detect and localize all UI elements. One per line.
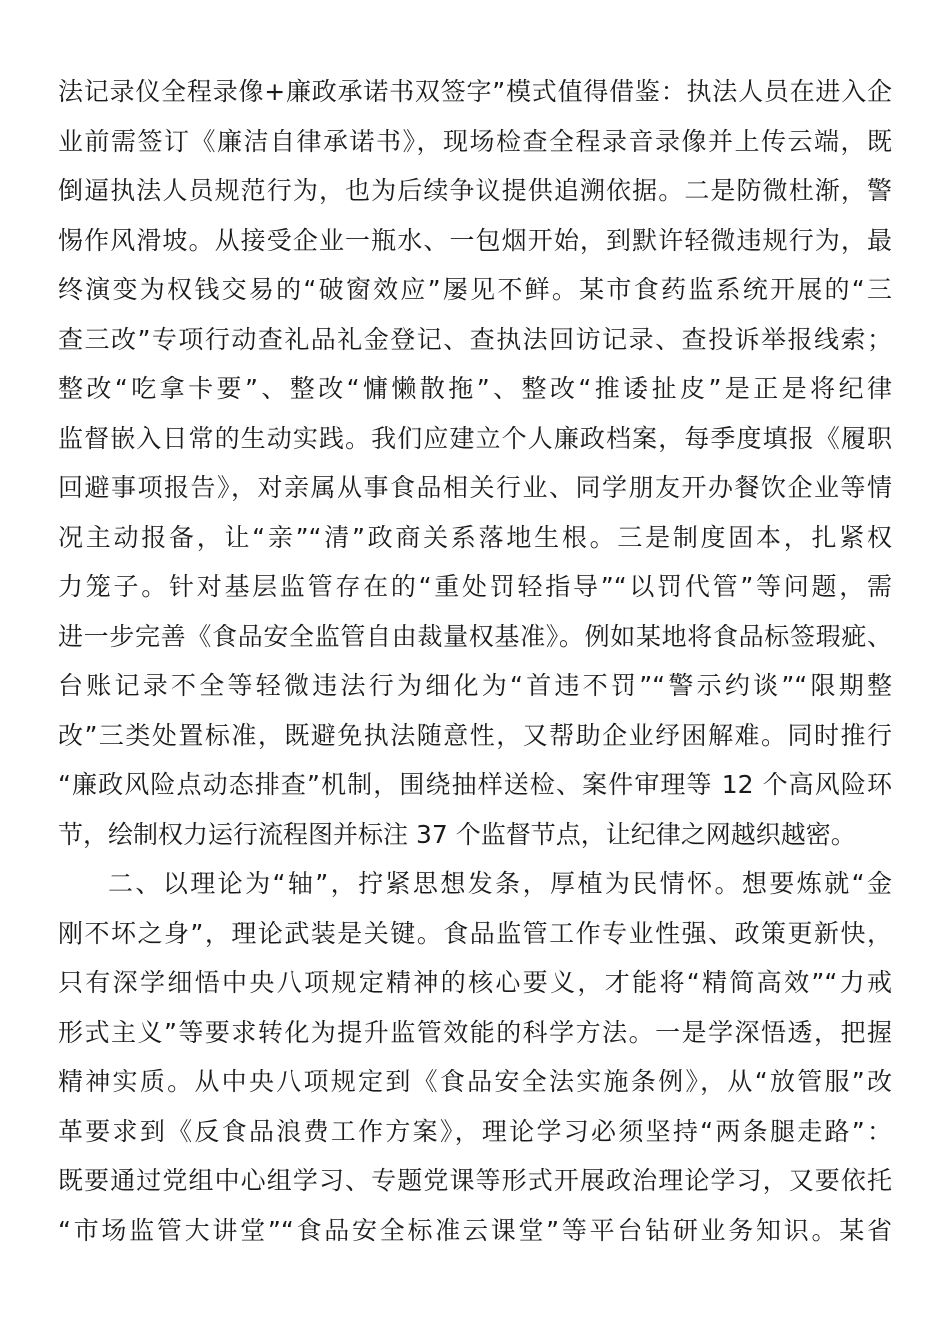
text-line: 业前需签订《廉洁自律承诺书》，现场检查全程录音录像并上传云端，既 xyxy=(58,126,892,156)
text-line: 力笼子。针对基层监管存在的“重处罚轻指导”“以罚代管”等问题，需 xyxy=(58,572,892,601)
text-line: “廉政风险点动态排查”机制，围绕抽样送检、案件审理等 12 个高风险环 xyxy=(58,770,892,799)
document-body xyxy=(58,67,892,1255)
text-line: 台账记录不全等轻微违法行为细化为“首违不罚”“警示约谈”“限期整 xyxy=(58,671,892,700)
text-line: 监督嵌入日常的生动实践。我们应建立个人廉政档案，每季度填报《履职 xyxy=(58,423,892,453)
text-line: 进一步完善《食品安全监管自由裁量权基准》。例如某地将食品标签瑕疵、 xyxy=(58,621,892,651)
text-line: 法记录仪全程录像+廉政承诺书双签字”模式值得借鉴：执法人员在进入企 xyxy=(58,77,892,106)
text-line: 整改“吃拿卡要”、整改“慵懒散拖”、整改“推诿扯皮”是正是将纪律 xyxy=(58,374,892,403)
text-line: 既要通过党组中心组学习、专题党课等形式开展政治理论学习，又要依托 xyxy=(58,1166,892,1195)
text-line: 倒逼执法人员规范行为，也为后续争议提供追溯依据。二是防微杜渐，警 xyxy=(58,176,892,205)
text-line: 改”三类处置标准，既避免执法随意性，又帮助企业纾困解难。同时推行 xyxy=(58,720,892,750)
text-line: 只有深学细悟中央八项规定精神的核心要义，才能将“精简高效”“力戒 xyxy=(58,968,892,997)
text-line: 终演变为权钱交易的“破窗效应”屡见不鲜。某市食药监系统开展的“三 xyxy=(58,275,892,304)
text-line: 精神实质。从中央八项规定到《食品安全法实施条例》，从“放管服”改 xyxy=(58,1067,892,1096)
text-line: 况主动报备，让“亲”“清”政商关系落地生根。三是制度固本，扎紧权 xyxy=(58,522,892,552)
section-heading-line: 二、以理论为“轴”，拧紧思想发条，厚植为民情怀。想要炼就“金 xyxy=(108,869,892,898)
text-line: 刚不坏之身”，理论武装是关键。食品监管工作专业性强、政策更新快， xyxy=(58,918,892,948)
text-line: “市场监管大讲堂”“食品安全标准云课堂”等平台钻研业务知识。某省 xyxy=(58,1215,892,1245)
text-line: 革要求到《反食品浪费工作方案》，理论学习必须坚持“两条腿走路”： xyxy=(58,1116,892,1146)
paragraph-last-line: 节，绘制权力运行流程图并标注 37 个监督节点，让纪律之网越织越密。 xyxy=(58,819,856,849)
text-line: 形式主义”等要求转化为提升监管效能的科学方法。一是学深悟透，把握 xyxy=(58,1017,892,1047)
text-line: 回避事项报告》，对亲属从事食品相关行业、同学朋友开办餐饮企业等情 xyxy=(58,473,892,502)
text-line: 惕作风滑坡。从接受企业一瓶水、一包烟开始，到默许轻微违规行为，最 xyxy=(58,225,892,255)
text-line: 查三改”专项行动查礼品礼金登记、查执法回访记录、查投诉举报线索； xyxy=(58,324,892,354)
